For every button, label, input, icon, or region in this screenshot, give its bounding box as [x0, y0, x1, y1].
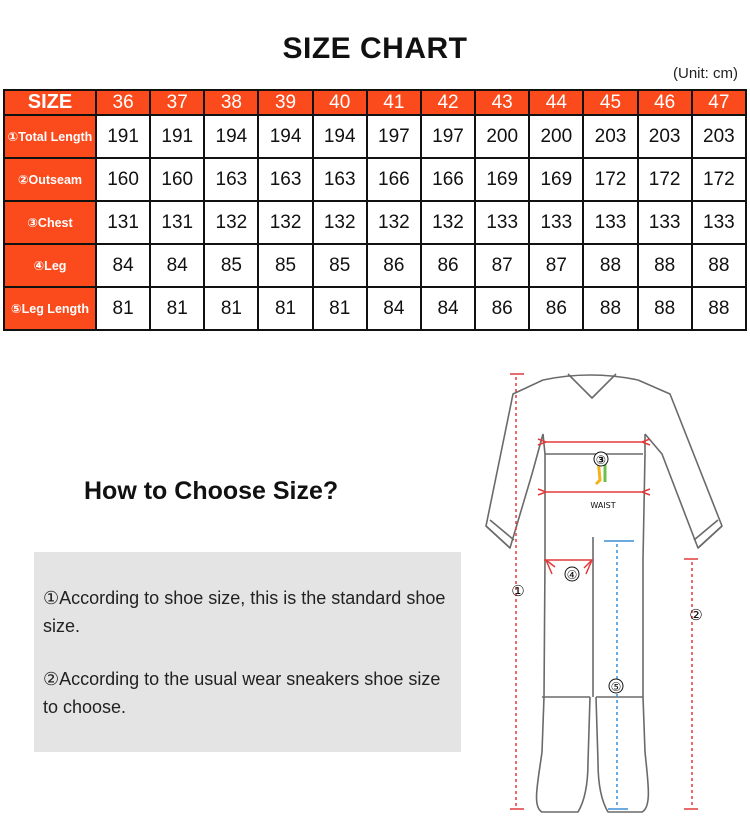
size-value-cell: 197 [367, 115, 421, 158]
size-value-cell: 81 [150, 287, 204, 330]
measurement-label: ②Outseam [4, 158, 96, 201]
marker-4: ④ [566, 568, 578, 582]
size-header-cell: 41 [367, 90, 421, 115]
size-value-cell: 163 [313, 158, 367, 201]
size-value-cell: 132 [204, 201, 258, 244]
size-header-cell: 38 [204, 90, 258, 115]
size-value-cell: 132 [367, 201, 421, 244]
size-value-cell: 172 [692, 158, 746, 201]
size-value-cell: 84 [96, 244, 150, 287]
size-value-cell: 81 [313, 287, 367, 330]
size-header-cell: 44 [529, 90, 583, 115]
size-value-cell: 166 [367, 158, 421, 201]
size-value-cell: 172 [583, 158, 637, 201]
page-title: SIZE CHART [282, 32, 468, 65]
size-value-cell: 84 [421, 287, 475, 330]
size-value-cell: 197 [421, 115, 475, 158]
size-row [4, 244, 746, 287]
size-header-cell: 36 [96, 90, 150, 115]
size-value-cell: 133 [583, 201, 637, 244]
size-row [4, 115, 746, 158]
size-value-cell: 133 [475, 201, 529, 244]
size-value-cell: 88 [692, 287, 746, 330]
inseam-line [604, 541, 634, 809]
size-value-cell: 133 [638, 201, 692, 244]
marker-1: ① [511, 582, 525, 600]
size-value-cell: 85 [204, 244, 258, 287]
size-value-cell: 160 [96, 158, 150, 201]
size-value-cell: 203 [638, 115, 692, 158]
size-value-cell: 169 [475, 158, 529, 201]
size-value-cell: 172 [638, 158, 692, 201]
marker-2: ② [689, 606, 703, 624]
size-value-cell: 86 [475, 287, 529, 330]
size-row [4, 201, 746, 244]
size-value-cell: 169 [529, 158, 583, 201]
size-value-cell: 81 [204, 287, 258, 330]
size-value-cell: 160 [150, 158, 204, 201]
size-value-cell: 166 [421, 158, 475, 201]
size-value-cell: 133 [529, 201, 583, 244]
size-value-cell: 88 [583, 287, 637, 330]
size-value-cell: 191 [96, 115, 150, 158]
size-header-cell: 40 [313, 90, 367, 115]
measurement-label: ①Total Length [4, 115, 96, 158]
size-header-label: SIZE [4, 90, 96, 115]
size-value-cell: 88 [638, 244, 692, 287]
waist-label: WAIST [590, 501, 616, 510]
size-value-cell: 86 [367, 244, 421, 287]
size-value-cell: 88 [692, 244, 746, 287]
measurement-lines [510, 374, 698, 809]
size-value-cell: 132 [313, 201, 367, 244]
measurement-label: ⑤Leg Length [4, 287, 96, 330]
size-header-cell: 43 [475, 90, 529, 115]
size-value-cell: 194 [258, 115, 312, 158]
measurement-label: ③Chest [4, 201, 96, 244]
unit-note: (Unit: cm) [673, 65, 738, 82]
measurement-label: ④Leg [4, 244, 96, 287]
wader-measurement-diagram [480, 362, 730, 818]
size-value-cell: 163 [204, 158, 258, 201]
size-value-cell: 84 [150, 244, 204, 287]
size-value-cell: 133 [692, 201, 746, 244]
size-value-cell: 200 [475, 115, 529, 158]
size-row [4, 158, 746, 201]
size-row [4, 287, 746, 330]
marker-5: ⑤ [610, 680, 622, 694]
size-value-cell: 203 [692, 115, 746, 158]
size-header-cell: 39 [258, 90, 312, 115]
size-value-cell: 131 [150, 201, 204, 244]
size-value-cell: 86 [529, 287, 583, 330]
size-table [3, 89, 747, 331]
size-value-cell: 203 [583, 115, 637, 158]
size-tip: ②According to the usual wear sneakers shoe size to choose. [43, 669, 441, 717]
size-header-row [4, 90, 746, 115]
size-value-cell: 87 [475, 244, 529, 287]
size-value-cell: 163 [258, 158, 312, 201]
size-value-cell: 131 [96, 201, 150, 244]
size-value-cell: 81 [258, 287, 312, 330]
size-value-cell: 191 [150, 115, 204, 158]
size-value-cell: 88 [638, 287, 692, 330]
size-value-cell: 200 [529, 115, 583, 158]
size-tips-panel [34, 552, 461, 752]
size-value-cell: 81 [96, 287, 150, 330]
size-header-cell: 42 [421, 90, 475, 115]
size-value-cell: 194 [313, 115, 367, 158]
size-header-cell: 45 [583, 90, 637, 115]
how-to-choose-heading: How to Choose Size? [84, 477, 339, 505]
size-value-cell: 86 [421, 244, 475, 287]
size-header-cell: 47 [692, 90, 746, 115]
size-header-cell: 46 [638, 90, 692, 115]
size-value-cell: 88 [583, 244, 637, 287]
size-value-cell: 87 [529, 244, 583, 287]
size-tip: ①According to shoe size, this is the standard shoe size. [43, 588, 446, 636]
marker-3: ③ [595, 453, 607, 467]
size-value-cell: 194 [204, 115, 258, 158]
size-value-cell: 84 [367, 287, 421, 330]
size-value-cell: 85 [258, 244, 312, 287]
size-header-cell: 37 [150, 90, 204, 115]
size-value-cell: 132 [258, 201, 312, 244]
size-value-cell: 132 [421, 201, 475, 244]
size-value-cell: 85 [313, 244, 367, 287]
